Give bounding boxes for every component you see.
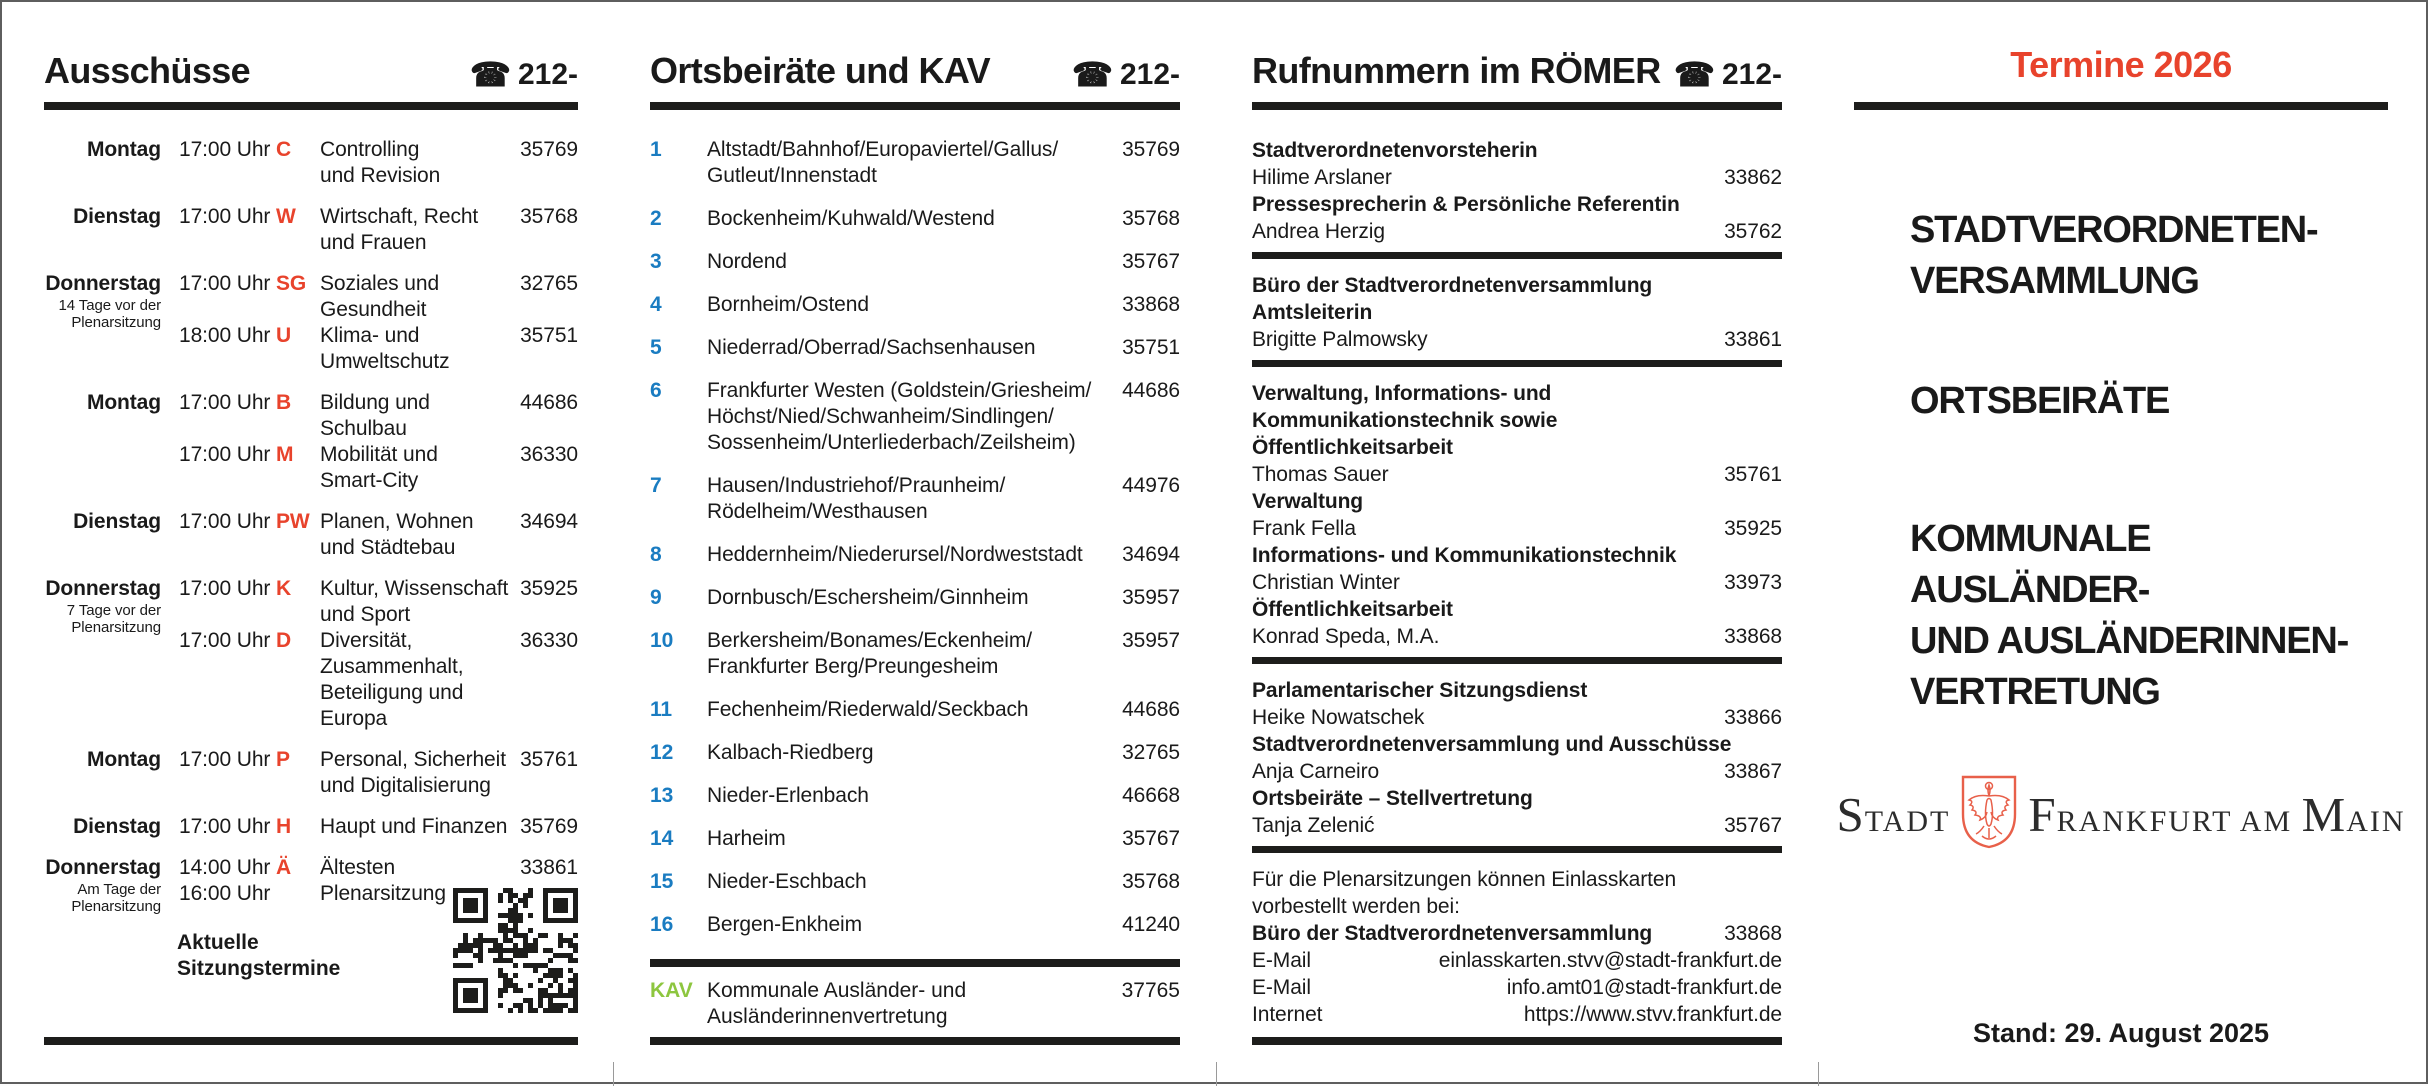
- contact-value: 33867: [1724, 760, 1782, 783]
- district-number: 10: [650, 629, 674, 652]
- phone-number: 32765: [1122, 741, 1180, 764]
- contact-line: [1252, 407, 1782, 434]
- contact-text: Anja Carneiro: [1252, 760, 1380, 783]
- contact-text: Büro der Stadtverordnetenversammlung: [1252, 274, 1653, 297]
- contact-text: Frank Fella: [1252, 517, 1356, 540]
- qr-code: [453, 888, 578, 1013]
- contact-line: [1252, 1001, 1782, 1028]
- contact-line: [1252, 272, 1782, 299]
- district-number: 14: [650, 827, 674, 850]
- district-row: [650, 783, 1180, 809]
- meeting-time: 18:00 Uhr: [179, 324, 271, 347]
- district-row: [650, 585, 1180, 611]
- committee-letter: PW: [276, 510, 310, 533]
- contact-line: [1252, 677, 1782, 704]
- district-row: [650, 697, 1180, 723]
- entry-list: [179, 747, 578, 799]
- day-cell: [44, 390, 161, 494]
- phone-number: 35767: [1122, 250, 1180, 273]
- district-number: 7: [650, 474, 662, 497]
- day-label: Montag: [86, 391, 161, 414]
- meeting-time: 17:00 Uhr: [179, 815, 271, 838]
- contact-line: [1252, 758, 1782, 785]
- panel-ortsbeiraete: [650, 2, 1180, 1082]
- phone-number: 44976: [1122, 474, 1180, 497]
- entry-list: [179, 814, 578, 840]
- contact-text: Büro der Stadtverordnetenversammlung: [1252, 922, 1653, 945]
- district-name: Bergen-Enkheim: [707, 913, 863, 936]
- day-label: Donnerstag: [45, 577, 161, 600]
- committee-letter: K: [276, 577, 292, 600]
- contact-text: Brigitte Palmowsky: [1252, 328, 1428, 351]
- district-number: 3: [650, 250, 662, 273]
- contact-text: Tanja Zelenić: [1252, 814, 1375, 837]
- phone-number: 35769: [520, 815, 578, 838]
- committee-letter: D: [276, 629, 292, 652]
- committee-letter: B: [276, 391, 292, 414]
- contact-line: [1252, 515, 1782, 542]
- panel-ausschuesse-title: Ausschüsse: [44, 50, 251, 91]
- committee-entry: [179, 323, 578, 375]
- meeting-time: 17:00 Uhr: [179, 629, 271, 652]
- telephone-icon: ☎: [1071, 56, 1113, 93]
- panel-termine: [1836, 2, 2406, 1082]
- contact-line: [1252, 974, 1782, 1001]
- phone-number: 33861: [520, 856, 578, 879]
- frankfurt-crest-icon: [1960, 774, 2018, 855]
- panel-ortsbeiraete-title: Ortsbeiräte und KAV: [650, 50, 990, 91]
- phone-number: 36330: [520, 443, 578, 466]
- committee-title: Haupt und Finanzen: [320, 815, 508, 838]
- day-note: 14 Tage vor der: [58, 297, 161, 314]
- committee-entry: [179, 137, 578, 189]
- committee-letter: P: [276, 748, 290, 771]
- phone-number: 35761: [520, 748, 578, 771]
- committee-title: Personal, Sicherheit und Digitalisierung: [320, 748, 506, 797]
- committee-entry: [179, 628, 578, 732]
- contact-line: [1252, 893, 1782, 920]
- committee-entry: [179, 271, 578, 323]
- district-name: Harheim: [707, 827, 786, 850]
- district-name: Bornheim/Ostend: [707, 293, 869, 316]
- phone-prefix: 212-: [1721, 58, 1782, 91]
- phone-number: 32765: [520, 272, 578, 295]
- district-name: Heddernheim/Niederursel/Nordweststadt: [707, 543, 1083, 566]
- phone-number: 36330: [520, 629, 578, 652]
- contact-line: [1252, 731, 1782, 758]
- district-name: Nieder-Eschbach: [707, 870, 867, 893]
- contact-line: [1252, 623, 1782, 650]
- district-number: 1: [650, 138, 662, 161]
- contact-line: [1252, 812, 1782, 839]
- committee-entry: [179, 576, 578, 628]
- district-number: 16: [650, 913, 674, 936]
- district-name: Altstadt/Bahnhof/Europaviertel/Gallus/ Gutleut/Innenstadt: [707, 138, 1059, 187]
- phone-number: 37765: [1121, 979, 1180, 1002]
- contact-value: 33868: [1724, 625, 1782, 648]
- phone-number: 34694: [1122, 543, 1180, 566]
- contact-value: info.amt01@stadt-frankfurt.de: [1506, 976, 1782, 999]
- phone-number: 35769: [520, 138, 578, 161]
- contact-line: [1252, 380, 1782, 407]
- contact-line: [1252, 947, 1782, 974]
- meeting-time: 17:00 Uhr: [179, 138, 271, 161]
- district-row: [650, 542, 1180, 568]
- committee-letter: Ä: [276, 856, 292, 879]
- committee-letter: SG: [276, 272, 307, 295]
- kav-row: [650, 978, 1180, 1030]
- district-row: [650, 473, 1180, 525]
- fold-mark: [613, 1062, 614, 1086]
- committee-title: Bildung und Schulbau: [320, 391, 430, 440]
- day-cell: [44, 814, 161, 840]
- contact-line: [1252, 569, 1782, 596]
- committee-title: Controlling und Revision: [320, 138, 441, 187]
- panel-rufnummern-header: [1252, 36, 1782, 92]
- contact-value: 33861: [1724, 328, 1782, 351]
- contact-text: Für die Plenarsitzungen können Einlasskarten: [1252, 868, 1677, 891]
- logo-text-frankfurt-am-main: FRANKFURT AM MAIN: [2028, 787, 2406, 842]
- district-number: 13: [650, 784, 674, 807]
- contact-value: 35925: [1724, 517, 1782, 540]
- district-number: 5: [650, 336, 662, 359]
- contact-text: E-Mail: [1252, 976, 1311, 999]
- district-name: Nordend: [707, 250, 787, 273]
- panel-ausschuesse-phone: [470, 53, 578, 92]
- day-note: 7 Tage vor der: [66, 602, 161, 619]
- phone-number: 33868: [1122, 293, 1180, 316]
- contact-text: vorbestellt werden bei:: [1252, 895, 1460, 918]
- committee-title: Planen, Wohnen und Städtebau: [320, 510, 474, 559]
- day-label: Montag: [86, 138, 161, 161]
- day-note: Plenarsitzung: [71, 314, 161, 331]
- district-name: Frankfurter Westen (Goldstein/Griesheim/ Höchst/Nied/Schwanheim/Sindlingen/ Sossenheim/Unterliederbach/Zeilsheim): [707, 379, 1092, 454]
- contact-text: Heike Nowatschek: [1252, 706, 1425, 729]
- contact-text: Hilime Arslaner: [1252, 166, 1392, 189]
- contact-value: 35767: [1724, 814, 1782, 837]
- contact-line: [1252, 191, 1782, 218]
- contact-line: [1252, 920, 1782, 947]
- fold-mark: [1818, 1062, 1819, 1086]
- heading-kav: KOMMUNALE AUSLÄNDER- UND AUSLÄNDERINNEN- VERTRETUNG: [1910, 518, 2349, 713]
- entry-list: [179, 576, 578, 732]
- divider-bar: [1252, 657, 1782, 664]
- contact-value: 33866: [1724, 706, 1782, 729]
- district-name: Nieder-Erlenbach: [707, 784, 869, 807]
- stand-date: Stand: 29. August 2025: [1972, 1018, 2270, 1048]
- phone-number: 35751: [520, 324, 578, 347]
- fold-mark: [1216, 1062, 1217, 1086]
- contact-value: 33973: [1724, 571, 1782, 594]
- committee-title: Kultur, Wissenschaft und Sport: [320, 577, 509, 626]
- day-label: Donnerstag: [45, 856, 161, 879]
- divider-bar: [1252, 1037, 1782, 1045]
- phone-number: 35751: [1122, 336, 1180, 359]
- meeting-time: 17:00 Uhr: [179, 272, 271, 295]
- contact-section: [1252, 677, 1782, 839]
- committee-entry: [179, 747, 578, 799]
- day-cell: [44, 204, 161, 256]
- entry-list: [179, 390, 578, 494]
- committee-entry: [179, 204, 578, 256]
- meeting-time: 17:00 Uhr: [179, 748, 271, 771]
- contact-text: E-Mail: [1252, 949, 1311, 972]
- phone-number: 46668: [1122, 784, 1180, 807]
- district-row: [650, 869, 1180, 895]
- divider-bar: [1252, 846, 1782, 853]
- divider-bar: [1252, 360, 1782, 367]
- district-name: Berkersheim/Bonames/Eckenheim/ Frankfurter Berg/Preungesheim: [707, 629, 1032, 678]
- district-row: [650, 912, 1180, 938]
- panel-rufnummern-title: Rufnummern im RÖMER: [1252, 50, 1661, 91]
- divider-bar: [1252, 252, 1782, 259]
- meeting-time: 17:00 Uhr: [179, 391, 271, 414]
- district-name: Fechenheim/Riederwald/Seckbach: [707, 698, 1029, 721]
- divider-bar: [650, 1037, 1180, 1045]
- district-list: [650, 137, 1180, 955]
- district-name: Niederrad/Oberrad/Sachsenhausen: [707, 336, 1036, 359]
- committee-letter: H: [276, 815, 292, 838]
- contact-line: [1252, 542, 1782, 569]
- stadt-frankfurt-logo: [1836, 774, 2406, 855]
- phone-number: 44686: [1122, 379, 1180, 402]
- panel-rufnummern: [1252, 2, 1782, 1082]
- divider-bar: [1252, 102, 1782, 110]
- phone-number: 35769: [1122, 138, 1180, 161]
- contact-section: [1252, 380, 1782, 650]
- meeting-time: 14:00 Uhr 16:00 Uhr: [179, 856, 271, 905]
- phone-number: 35768: [1122, 207, 1180, 230]
- day-cell: [44, 855, 161, 915]
- panel-ausschuesse: [44, 2, 578, 1082]
- contact-line: [1252, 164, 1782, 191]
- contact-text: Ortsbeiräte – Stellvertretung: [1252, 787, 1533, 810]
- telephone-icon: ☎: [469, 56, 511, 93]
- contact-line: [1252, 299, 1782, 326]
- committee-list: [44, 137, 578, 930]
- district-number: 4: [650, 293, 662, 316]
- panel-ortsbeiraete-phone: [1072, 53, 1180, 92]
- district-row: [650, 292, 1180, 318]
- district-number: 9: [650, 586, 662, 609]
- day-label: Donnerstag: [45, 272, 161, 295]
- panel-ausschuesse-header: [44, 36, 578, 92]
- contact-text: Kommunikationstechnik sowie: [1252, 409, 1558, 432]
- day-cell: [44, 271, 161, 375]
- contact-line: [1252, 434, 1782, 461]
- phone-number: 35957: [1122, 629, 1180, 652]
- committee-group: [44, 509, 578, 561]
- contact-text: Christian Winter: [1252, 571, 1400, 594]
- committee-title: Mobilität und Smart-City: [320, 443, 438, 492]
- contact-text: Internet: [1252, 1003, 1323, 1026]
- meeting-time: 17:00 Uhr: [179, 577, 271, 600]
- meeting-time: 17:00 Uhr: [179, 443, 271, 466]
- committee-group: [44, 747, 578, 799]
- district-name: Bockenheim/Kuhwald/Westend: [707, 207, 995, 230]
- committee-letter: C: [276, 138, 292, 161]
- committee-title: Wirtschaft, Recht und Frauen: [320, 205, 479, 254]
- district-row: [650, 137, 1180, 189]
- contact-line: [1252, 488, 1782, 515]
- divider-bar: [650, 102, 1180, 110]
- contact-sections: [1252, 137, 1782, 1028]
- phone-prefix: 212-: [517, 58, 578, 91]
- termine-title: Termine 2026: [2010, 44, 2232, 85]
- phone-number: 44686: [520, 391, 578, 414]
- contact-text: Thomas Sauer: [1252, 463, 1389, 486]
- committee-entry: [179, 814, 578, 840]
- contact-text: Öffentlichkeitsarbeit: [1252, 598, 1453, 621]
- day-cell: [44, 747, 161, 799]
- contact-line: [1252, 218, 1782, 245]
- contact-text: Konrad Speda, M.A.: [1252, 625, 1440, 648]
- day-cell: [44, 576, 161, 732]
- contact-value: 35761: [1724, 463, 1782, 486]
- contact-text: Parlamentarischer Sitzungsdienst: [1252, 679, 1588, 702]
- committee-group: [44, 576, 578, 732]
- divider-bar: [1854, 102, 2388, 110]
- day-label: Montag: [86, 748, 161, 771]
- district-row: [650, 826, 1180, 852]
- district-number: 2: [650, 207, 662, 230]
- contact-line: [1252, 137, 1782, 164]
- district-name: Hausen/Industriehof/Praunheim/ Rödelheim/Westhausen: [707, 474, 1006, 523]
- contact-value: https://www.stvv.frankfurt.de: [1523, 1003, 1782, 1026]
- district-row: [650, 378, 1180, 456]
- heading-ortsbeiraete: ORTSBEIRÄTE: [1910, 380, 2170, 422]
- district-number: 8: [650, 543, 662, 566]
- contact-section: [1252, 137, 1782, 245]
- telephone-icon: ☎: [1673, 56, 1715, 93]
- committee-letter: M: [276, 443, 294, 466]
- contact-text: Stadtverordnetenversammlung und Ausschüsse: [1252, 733, 1732, 756]
- day-label: Dienstag: [73, 205, 161, 228]
- committee-title: Ältesten Plenarsitzung: [320, 856, 446, 905]
- committee-group: [44, 137, 578, 189]
- contact-line: [1252, 704, 1782, 731]
- contact-value: 35762: [1724, 220, 1782, 243]
- committee-group: [44, 204, 578, 256]
- district-name: Dornbusch/Eschersheim/Ginnheim: [707, 586, 1029, 609]
- day-note: Plenarsitzung: [71, 898, 161, 915]
- district-row: [650, 335, 1180, 361]
- divider-bar: [44, 102, 578, 110]
- phone-number: 35768: [520, 205, 578, 228]
- day-label: Dienstag: [73, 510, 161, 533]
- contact-text: Amtsleiterin: [1252, 301, 1373, 324]
- district-name: Kalbach-Riedberg: [707, 741, 874, 764]
- entry-list: [179, 509, 578, 561]
- divider-bar: [650, 959, 1180, 967]
- committee-letter: W: [276, 205, 296, 228]
- committee-group: [44, 390, 578, 494]
- contact-text: Pressesprecherin & Persönliche Referentin: [1252, 193, 1680, 216]
- district-row: [650, 206, 1180, 232]
- phone-number: 35925: [520, 577, 578, 600]
- meeting-time: 17:00 Uhr: [179, 205, 271, 228]
- contact-value: 33868: [1724, 922, 1782, 945]
- phone-number: 35957: [1122, 586, 1180, 609]
- contact-line: [1252, 785, 1782, 812]
- contact-line: [1252, 461, 1782, 488]
- district-number: 6: [650, 379, 662, 402]
- committee-entry: [179, 390, 578, 442]
- contact-text: Informations- und Kommunikationstechnik: [1252, 544, 1677, 567]
- committee-title: Diversität, Zusammenhalt, Beteiligung und Europa: [320, 629, 464, 730]
- committee-entry: [179, 442, 578, 494]
- contact-value: 33862: [1724, 166, 1782, 189]
- contact-text: Verwaltung, Informations- und: [1252, 382, 1552, 405]
- day-note: Plenarsitzung: [71, 619, 161, 636]
- phone-number: 35768: [1122, 870, 1180, 893]
- district-row: [650, 249, 1180, 275]
- meeting-time: 17:00 Uhr: [179, 510, 271, 533]
- committee-letter: U: [276, 324, 292, 347]
- committee-title: Soziales und Gesundheit: [320, 272, 440, 321]
- contact-text: Öffentlichkeitsarbeit: [1252, 436, 1453, 459]
- district-number: 15: [650, 870, 674, 893]
- committee-entry: [179, 509, 578, 561]
- committee-group: [44, 814, 578, 840]
- panel-rufnummern-phone: [1674, 53, 1782, 92]
- district-number: 12: [650, 741, 674, 764]
- committee-group: [44, 271, 578, 375]
- day-label: Dienstag: [73, 815, 161, 838]
- district-number: 11: [650, 698, 672, 721]
- divider-bar: [44, 1037, 578, 1045]
- phone-number: 41240: [1122, 913, 1180, 936]
- qr-label: Aktuelle Sitzungstermine: [177, 931, 341, 980]
- district-row: [650, 740, 1180, 766]
- kav-label: KAV: [650, 979, 693, 1002]
- contact-section: [1252, 272, 1782, 353]
- contact-line: [1252, 326, 1782, 353]
- day-cell: [44, 509, 161, 561]
- day-note: Am Tage der: [77, 881, 161, 898]
- contact-text: Verwaltung: [1252, 490, 1364, 513]
- kav-name: Kommunale Ausländer- und Ausländerinnenvertretung: [707, 979, 967, 1028]
- contact-section: [1252, 866, 1782, 1028]
- contact-value: einlasskarten.stvv@stadt-frankfurt.de: [1438, 949, 1782, 972]
- contact-line: [1252, 596, 1782, 623]
- contact-text: Stadtverordnetenvorsteherin: [1252, 139, 1538, 162]
- entry-list: [179, 137, 578, 189]
- phone-prefix: 212-: [1119, 58, 1180, 91]
- entry-list: [179, 271, 578, 375]
- contact-text: Andrea Herzig: [1252, 220, 1385, 243]
- panel-ortsbeiraete-header: [650, 36, 1180, 92]
- committee-title: Klima- und Umweltschutz: [320, 324, 450, 373]
- district-row: [650, 628, 1180, 680]
- logo-text-stadt: STADT: [1836, 787, 1951, 842]
- entry-list: [179, 204, 578, 256]
- phone-number: 34694: [520, 510, 578, 533]
- heading-stadtverordnetenversammlung: STADTVERORDNETEN- VERSAMMLUNG: [1910, 209, 2318, 302]
- contact-line: [1252, 866, 1782, 893]
- phone-number: 35767: [1122, 827, 1180, 850]
- phone-number: 44686: [1122, 698, 1180, 721]
- day-cell: [44, 137, 161, 189]
